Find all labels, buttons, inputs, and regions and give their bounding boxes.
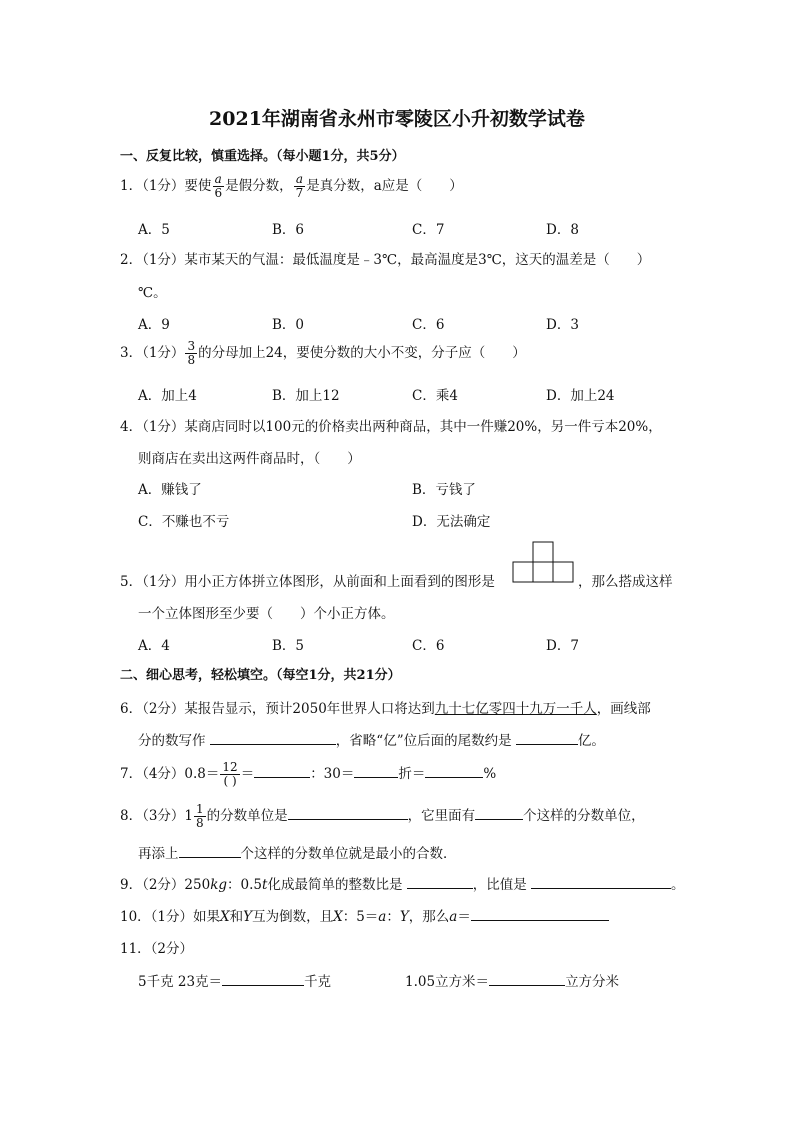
- q11-left-post: 千克: [304, 974, 332, 990]
- q10-var-y: Y: [243, 909, 253, 925]
- question-11-label: 11．（2分）: [120, 941, 194, 957]
- q7-frac-num: 12: [222, 760, 238, 774]
- q10-post: ，那么: [408, 909, 450, 925]
- q11-right-post: 立方分米: [565, 974, 620, 990]
- question-5-line-1: [120, 570, 495, 590]
- q10-var-x: X: [220, 909, 230, 925]
- q1-option-a[interactable]: A．5: [138, 222, 170, 238]
- q7-answer-blank-3[interactable]: [425, 764, 483, 778]
- cube-views-figure: [512, 541, 576, 583]
- cube-bottom-right-square: [553, 562, 573, 582]
- q1-fraction-a-over-6: [212, 173, 224, 200]
- q9-t-unit: t: [262, 877, 268, 893]
- q9-answer-blank-1[interactable]: [407, 875, 473, 889]
- q10-var-a2: a: [449, 909, 458, 925]
- q10-var-x2: X: [333, 909, 343, 925]
- q1-text-mid: 是假分数，: [225, 178, 293, 194]
- q3-text-pre: 3．（1分）: [120, 345, 185, 361]
- q8-text-post1: 的分数单位是: [206, 808, 288, 824]
- q8-answer-blank-3[interactable]: [179, 844, 241, 858]
- q7-eq: ＝: [240, 766, 255, 782]
- q11-left-pre: 5千克 23克＝: [138, 974, 223, 990]
- question-8-line-1: [120, 803, 645, 830]
- q9-text-post: 化成最简单的整数比是: [267, 877, 403, 893]
- q6-text-post: ，画线部: [596, 701, 651, 717]
- question-2-line-1: 2．（1分）某市某天的气温：最低温度是﹣3℃，最高温度是3℃，这天的温差是（ ）: [120, 252, 651, 268]
- q3-text-post: 的分母加上24，要使分数的大小不变，分子应（ ）: [198, 345, 526, 361]
- q11-answer-blank-2[interactable]: [489, 972, 565, 986]
- q3-option-c[interactable]: C．乘4: [412, 388, 458, 404]
- q5-text-post: ，那么搭成这样: [578, 574, 673, 590]
- q4-option-c[interactable]: C．不赚也不亏: [138, 514, 230, 530]
- q3-option-d[interactable]: D．加上24: [546, 388, 615, 404]
- q9-text-post2: ，比值是: [472, 877, 527, 893]
- cube-bottom-left-square: [513, 562, 533, 582]
- q6-line2-mid: ，省略“亿”位后面的尾数约是: [335, 733, 512, 749]
- q1-frac2-num: a: [295, 172, 303, 186]
- question-7: [120, 761, 496, 788]
- q8-text-post3: 个这样的分数单位，: [523, 808, 645, 824]
- q11-answer-blank-1[interactable]: [222, 972, 304, 986]
- question-5-line-2: 一个立体图形至少要（ ）个小正方体。: [138, 606, 395, 622]
- q1-text-post: 是真分数，a应是（ ）: [306, 178, 463, 194]
- q2-option-d[interactable]: D．3: [546, 317, 579, 333]
- q7-answer-blank-1[interactable]: [254, 764, 310, 778]
- section-heading-2: 二、细心思考，轻松填空。（每空1分，共21分）: [120, 668, 401, 683]
- q5-option-c[interactable]: C．6: [412, 638, 445, 654]
- q8-line2-pre: 再添上: [138, 846, 179, 862]
- q5-option-d[interactable]: D．7: [546, 638, 579, 654]
- q5-text-pre: 5．（1分）用小正方体拼立体图形，从前面和上面看到的图形是: [120, 574, 495, 590]
- q1-frac1-den: 6: [214, 186, 223, 200]
- q11-item-left: [138, 970, 331, 990]
- q5-option-b[interactable]: B．5: [272, 638, 305, 654]
- q3-option-a[interactable]: A．加上4: [138, 388, 197, 404]
- section-heading-1: 一、反复比较，慎重选择。（每小题1分，共5分）: [120, 149, 405, 164]
- question-4-line-1: 4．（1分）某商店同时以100元的价格卖出两种商品，其中一件赚20%，另一件亏本20%，: [120, 419, 662, 435]
- q3-option-b[interactable]: B．加上12: [272, 388, 340, 404]
- q10-colon: ：: [386, 909, 400, 925]
- q7-answer-blank-2[interactable]: [354, 764, 398, 778]
- q10-text-pre: 10．（1分）如果: [120, 909, 221, 925]
- q7-fraction-12-over-blank: [220, 761, 239, 788]
- q8-answer-blank-1[interactable]: [288, 806, 408, 820]
- q4-option-d[interactable]: D．无法确定: [412, 514, 491, 530]
- q6-text-pre: 6．（2分）某报告显示，预计2050年世界人口将达到: [120, 701, 435, 717]
- q7-text-pre: 7．（4分）0.8＝: [120, 766, 220, 782]
- q11-item-right: [405, 970, 619, 990]
- q10-var-a: a: [378, 909, 387, 925]
- q8-text-pre: 8．（3分）1: [120, 808, 194, 824]
- question-1: [120, 173, 463, 200]
- q3-frac-num: 3: [187, 339, 196, 353]
- q8-line2-post: 个这样的分数单位就是最小的合数．: [240, 846, 457, 862]
- q4-option-a[interactable]: A．赚钱了: [138, 482, 202, 498]
- q2-option-c[interactable]: C．6: [412, 317, 445, 333]
- q6-underlined-number: 九十七亿零四十九万一千人: [434, 701, 597, 717]
- q9-kg-unit: kg: [210, 877, 228, 893]
- q9-text-pre: 9．（2分）250: [120, 877, 211, 893]
- q10-mid: 互为倒数，且: [252, 909, 334, 925]
- q9-end: 。: [671, 877, 685, 893]
- q5-option-a[interactable]: A．4: [138, 638, 170, 654]
- question-9: [120, 873, 685, 893]
- q6-line2-post: 亿。: [577, 733, 605, 749]
- q1-option-c[interactable]: C．7: [412, 222, 445, 238]
- q3-fraction-3-over-8: [185, 340, 197, 367]
- q10-eq: ＝: [457, 909, 471, 925]
- cube-bottom-middle-square: [533, 562, 553, 582]
- q8-frac-num: 1: [196, 802, 204, 816]
- question-4-line-2: 则商店在卖出这两件商品时，（ ）: [138, 451, 361, 467]
- q7-percent: %: [483, 766, 497, 782]
- q1-option-d[interactable]: D．8: [546, 222, 579, 238]
- q7-frac-den[interactable]: ( ): [223, 774, 237, 788]
- q10-and: 和: [229, 909, 244, 925]
- q1-text-pre: 1．（1分）要使: [120, 178, 212, 194]
- q8-fraction-1-over-8: [194, 803, 206, 830]
- q6-answer-blank-1[interactable]: [210, 731, 336, 745]
- question-10: [120, 905, 609, 925]
- q1-fraction-a-over-7: [294, 173, 306, 200]
- q7-zhe: 折＝: [398, 766, 426, 782]
- question-8-line-2: [138, 842, 457, 862]
- q4-option-b[interactable]: B．亏钱了: [412, 482, 476, 498]
- q9-text-mid: ：0.5: [227, 877, 263, 893]
- q1-frac2-den: 7: [295, 186, 304, 200]
- q1-option-b[interactable]: B．6: [272, 222, 305, 238]
- question-6-line-1: [120, 697, 651, 717]
- q9-answer-blank-2[interactable]: [531, 875, 671, 889]
- q2-option-a[interactable]: A．9: [138, 317, 170, 333]
- q11-right-pre: 1.05立方米＝: [405, 974, 490, 990]
- q8-answer-blank-2[interactable]: [475, 806, 523, 820]
- q10-mid2: ：5＝: [342, 909, 379, 925]
- q6-answer-blank-2[interactable]: [516, 731, 578, 745]
- question-3: [120, 340, 526, 367]
- q10-answer-blank[interactable]: [471, 907, 609, 921]
- cube-top-square: [533, 542, 553, 562]
- question-6-line-2: [138, 729, 605, 749]
- q10-var-y2: Y: [399, 909, 409, 925]
- q8-frac-den: 8: [196, 816, 204, 830]
- q7-colon: ：30＝: [310, 766, 355, 782]
- q3-frac-den: 8: [187, 353, 196, 367]
- page-title: 2021年湖南省永州市零陵区小升初数学试卷: [209, 108, 585, 130]
- q8-text-post2: ，它里面有: [407, 808, 476, 824]
- q2-option-b[interactable]: B．0: [272, 317, 305, 333]
- q1-frac1-num: a: [214, 172, 222, 186]
- question-2-line-2: ℃。: [138, 285, 167, 301]
- q6-line2-pre: 分的数写作: [138, 733, 206, 749]
